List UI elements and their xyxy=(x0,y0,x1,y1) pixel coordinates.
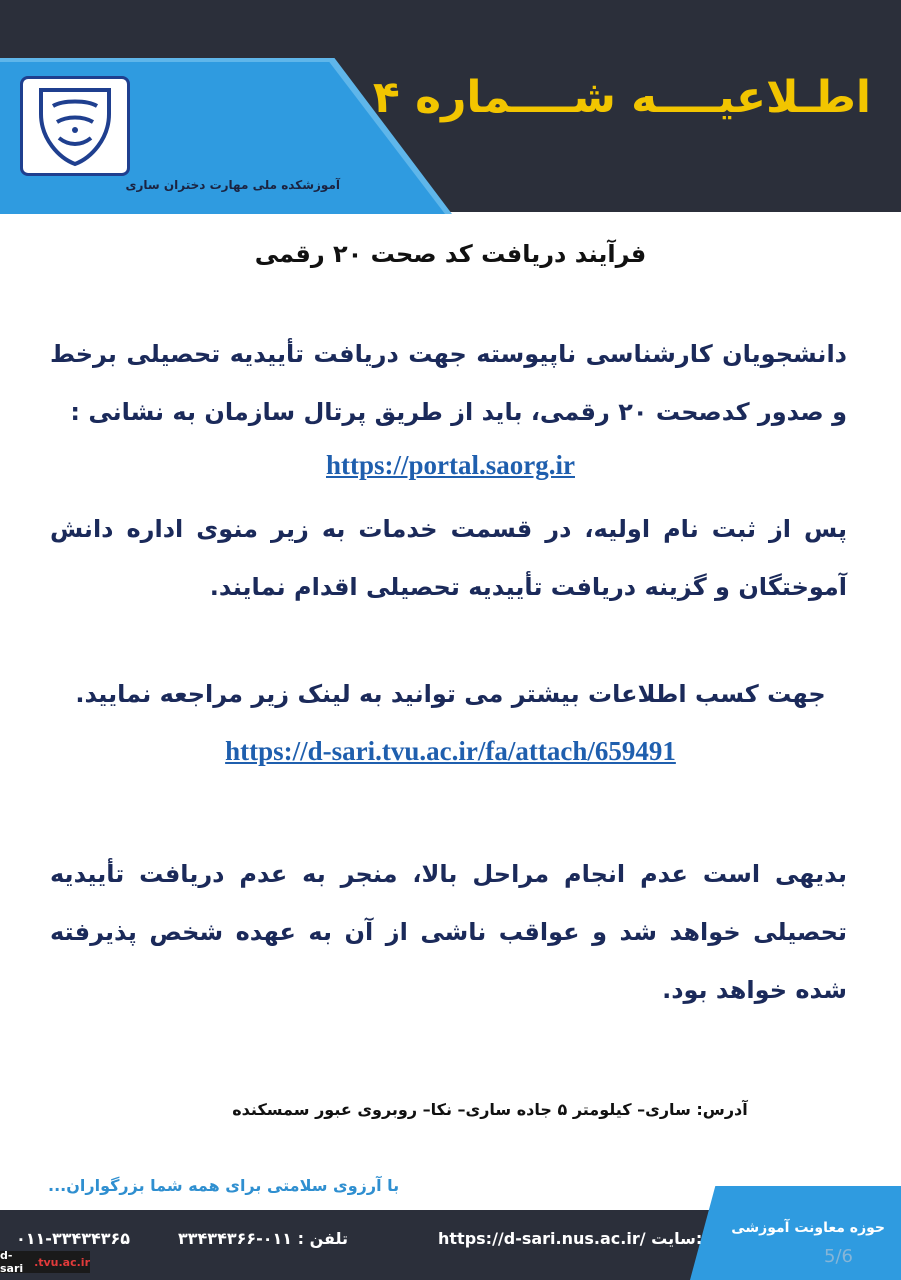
watermark-name: d-sari xyxy=(0,1249,24,1275)
university-logo xyxy=(20,76,130,176)
page-number: 5/6 xyxy=(824,1246,853,1267)
paragraph-steps: پس از ثبت نام اولیه، در قسمت خدمات به زیر منوی اداره دانش آموختگان و گزینه دریافت تأییدیه تحصیلی اقدام نمایند. xyxy=(50,515,847,601)
paragraph-instructions: دانشجویان کارشناسی ناپیوسته جهت دریافت تأییدیه تحصیلی برخط و صدور کدصحت ۲۰ رقمی، باید از طریق پرتال سازمان به نشانی : xyxy=(50,340,847,426)
org-name: آموزشکده ملی مهارت دختران ساری xyxy=(125,178,340,192)
portal-link[interactable]: https://portal.saorg.ir xyxy=(326,450,575,480)
paragraph-warning: بدیهی است عدم انجام مراحل بالا، منجر به عدم دریافت تأییدیه تحصیلی خواهد شد و عواقب ناشی از آن به عهده شخص پذیرفته شده خواهد بود. xyxy=(50,860,847,1004)
farewell-text: با آرزوی سلامتی برای همه شما بزرگواران... xyxy=(48,1176,400,1195)
notice-title: اطـلاعیــــه شــــماره ۴ xyxy=(372,72,871,123)
site-label: سایت: xyxy=(651,1229,703,1248)
site-url[interactable]: https://d-sari.nus.ac.ir/ xyxy=(438,1229,646,1248)
department-label: حوزه معاونت آموزشی xyxy=(731,1220,885,1236)
footer-site xyxy=(438,1229,702,1248)
watermark-tld: .tvu.ac.ir xyxy=(34,1255,90,1269)
page-heading: فرآیند دریافت کد صحت ۲۰ رقمی xyxy=(254,240,647,268)
address-text: آدرس: ساری– کیلومتر ۵ جاده ساری– نکا– روبروی عبور سمسکنده xyxy=(232,1100,748,1119)
logo-emblem-icon xyxy=(29,84,121,168)
footer-phone: تلفن : ۰۱۱-۳۳۴۳۴۳۶۶ xyxy=(178,1229,349,1248)
watermark-badge xyxy=(0,1251,90,1273)
attachment-link[interactable]: https://d-sari.tvu.ac.ir/fa/attach/659491 xyxy=(225,736,676,766)
footer-phone-2: ۰۱۱-۳۳۴۳۴۳۶۵ xyxy=(16,1229,131,1248)
paragraph-more-info: جهت کسب اطلاعات بیشتر می توانید به لینک زیر مراجعه نمایید. xyxy=(75,680,826,708)
